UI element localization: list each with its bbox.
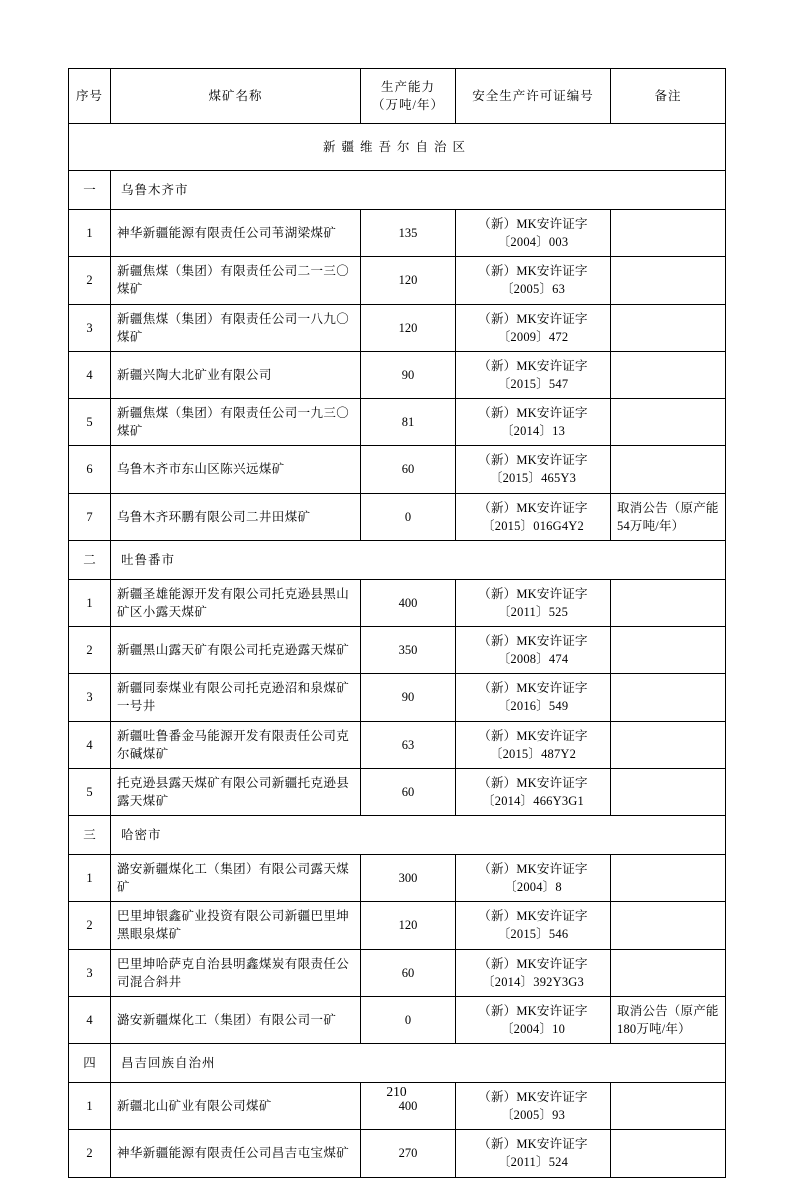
mine-name: 新疆吐鲁番金马能源开发有限责任公司克尔碱煤矿 xyxy=(111,721,361,768)
header-name: 煤矿名称 xyxy=(111,69,361,124)
mine-name: 新疆圣雄能源开发有限公司托克逊县黑山矿区小露天煤矿 xyxy=(111,579,361,626)
mine-license: （新）MK安许证字〔2011〕524 xyxy=(456,1130,611,1177)
mine-license: （新）MK安许证字〔2015〕546 xyxy=(456,902,611,949)
city-section-row xyxy=(69,1044,726,1083)
mine-capacity: 135 xyxy=(361,210,456,257)
mine-name: 新疆焦煤（集团）有限责任公司一八九〇煤矿 xyxy=(111,304,361,351)
row-number: 1 xyxy=(69,210,111,257)
mine-capacity: 60 xyxy=(361,949,456,996)
table-row xyxy=(69,949,726,996)
mine-license: （新）MK安许证字〔2004〕8 xyxy=(456,855,611,902)
mine-license: （新）MK安许证字〔2014〕13 xyxy=(456,399,611,446)
table-row xyxy=(69,399,726,446)
mine-license: （新）MK安许证字〔2015〕487Y2 xyxy=(456,721,611,768)
table-row xyxy=(69,257,726,304)
row-number: 7 xyxy=(69,493,111,540)
mine-note: 取消公告（原产能180万吨/年） xyxy=(611,996,726,1043)
city-section-row xyxy=(69,816,726,855)
row-number: 2 xyxy=(69,627,111,674)
table-row xyxy=(69,446,726,493)
row-number: 3 xyxy=(69,674,111,721)
header-no: 序号 xyxy=(69,69,111,124)
mine-note xyxy=(611,399,726,446)
table-row xyxy=(69,493,726,540)
mine-capacity: 60 xyxy=(361,768,456,815)
row-number: 5 xyxy=(69,399,111,446)
mine-note xyxy=(611,855,726,902)
region-title-row xyxy=(69,124,726,171)
mine-note xyxy=(611,304,726,351)
row-number: 4 xyxy=(69,351,111,398)
city-name: 吐鲁番市 xyxy=(111,540,726,579)
row-number: 4 xyxy=(69,721,111,768)
mine-name: 神华新疆能源有限责任公司昌吉屯宝煤矿 xyxy=(111,1130,361,1177)
city-section-row xyxy=(69,171,726,210)
header-capacity xyxy=(361,69,456,124)
mine-name: 乌鲁木齐市东山区陈兴远煤矿 xyxy=(111,446,361,493)
mine-capacity: 90 xyxy=(361,674,456,721)
row-number: 3 xyxy=(69,304,111,351)
mine-license: （新）MK安许证字〔2004〕10 xyxy=(456,996,611,1043)
mine-name: 新疆北山矿业有限公司煤矿 xyxy=(111,1083,361,1130)
city-name: 乌鲁木齐市 xyxy=(111,171,726,210)
mine-license: （新）MK安许证字〔2011〕525 xyxy=(456,579,611,626)
mine-license: （新）MK安许证字〔2008〕474 xyxy=(456,627,611,674)
mine-capacity: 90 xyxy=(361,351,456,398)
page-number: 210 xyxy=(386,1084,407,1099)
table-row xyxy=(69,768,726,815)
mine-name: 潞安新疆煤化工（集团）有限公司一矿 xyxy=(111,996,361,1043)
mine-note xyxy=(611,627,726,674)
mine-capacity: 120 xyxy=(361,902,456,949)
mine-note xyxy=(611,210,726,257)
region-title: 新疆维吾尔自治区 xyxy=(69,124,726,171)
header-capacity-line2: （万吨/年） xyxy=(372,98,444,112)
header-capacity-line1: 生产能力 xyxy=(380,79,435,94)
table-row xyxy=(69,304,726,351)
city-index: 二 xyxy=(69,540,111,579)
mine-license: （新）MK安许证字〔2009〕472 xyxy=(456,304,611,351)
mine-name: 巴里坤银鑫矿业投资有限公司新疆巴里坤黑眼泉煤矿 xyxy=(111,902,361,949)
mine-note xyxy=(611,1130,726,1177)
table-row xyxy=(69,1130,726,1177)
city-name: 哈密市 xyxy=(111,816,726,855)
table-row xyxy=(69,721,726,768)
mine-license: （新）MK安许证字〔2015〕016G4Y2 xyxy=(456,493,611,540)
mine-license: （新）MK安许证字〔2016〕549 xyxy=(456,674,611,721)
mine-name: 巴里坤哈萨克自治县明鑫煤炭有限责任公司混合斜井 xyxy=(111,949,361,996)
mine-capacity: 400 xyxy=(361,1083,456,1130)
mine-license: （新）MK安许证字〔2014〕466Y3G1 xyxy=(456,768,611,815)
mine-note: 取消公告（原产能54万吨/年） xyxy=(611,493,726,540)
mine-capacity: 120 xyxy=(361,257,456,304)
mine-note xyxy=(611,949,726,996)
mine-capacity: 0 xyxy=(361,493,456,540)
mine-license: （新）MK安许证字〔2005〕63 xyxy=(456,257,611,304)
mine-note xyxy=(611,902,726,949)
mine-name: 新疆黑山露天矿有限公司托克逊露天煤矿 xyxy=(111,627,361,674)
mine-license: （新）MK安许证字〔2015〕465Y3 xyxy=(456,446,611,493)
mine-name: 新疆焦煤（集团）有限责任公司二一三〇煤矿 xyxy=(111,257,361,304)
row-number: 6 xyxy=(69,446,111,493)
header-note: 备注 xyxy=(611,69,726,124)
mine-capacity: 120 xyxy=(361,304,456,351)
mine-name: 乌鲁木齐环鹏有限公司二井田煤矿 xyxy=(111,493,361,540)
table-header xyxy=(69,69,726,124)
mine-note xyxy=(611,721,726,768)
mine-note xyxy=(611,768,726,815)
city-index: 一 xyxy=(69,171,111,210)
coal-mine-table xyxy=(68,68,726,1178)
table-row xyxy=(69,902,726,949)
table-row xyxy=(69,351,726,398)
mine-name: 新疆焦煤（集团）有限责任公司一九三〇煤矿 xyxy=(111,399,361,446)
mine-name: 新疆同泰煤业有限公司托克逊沼和泉煤矿一号井 xyxy=(111,674,361,721)
mine-capacity: 0 xyxy=(361,996,456,1043)
mine-name: 新疆兴陶大北矿业有限公司 xyxy=(111,351,361,398)
mine-license: （新）MK安许证字〔2005〕93 xyxy=(456,1083,611,1130)
mine-capacity: 63 xyxy=(361,721,456,768)
mine-license: （新）MK安许证字〔2004〕003 xyxy=(456,210,611,257)
mine-capacity: 81 xyxy=(361,399,456,446)
table-row xyxy=(69,996,726,1043)
mine-license: （新）MK安许证字〔2014〕392Y3G3 xyxy=(456,949,611,996)
table-row xyxy=(69,579,726,626)
row-number: 1 xyxy=(69,579,111,626)
table-row xyxy=(69,674,726,721)
table-row xyxy=(69,855,726,902)
row-number: 1 xyxy=(69,855,111,902)
row-number: 5 xyxy=(69,768,111,815)
mine-note xyxy=(611,257,726,304)
mine-note xyxy=(611,579,726,626)
mine-capacity: 270 xyxy=(361,1130,456,1177)
row-number: 3 xyxy=(69,949,111,996)
mine-capacity: 400 xyxy=(361,579,456,626)
city-section-row xyxy=(69,540,726,579)
city-index: 三 xyxy=(69,816,111,855)
table-body xyxy=(69,124,726,1178)
mine-capacity: 300 xyxy=(361,855,456,902)
mine-capacity: 350 xyxy=(361,627,456,674)
mine-name: 潞安新疆煤化工（集团）有限公司露天煤矿 xyxy=(111,855,361,902)
header-license: 安全生产许可证编号 xyxy=(456,69,611,124)
table-row xyxy=(69,210,726,257)
mine-capacity: 60 xyxy=(361,446,456,493)
row-number: 2 xyxy=(69,257,111,304)
mine-name: 托克逊县露天煤矿有限公司新疆托克逊县露天煤矿 xyxy=(111,768,361,815)
mine-note xyxy=(611,446,726,493)
mine-note xyxy=(611,674,726,721)
mine-license: （新）MK安许证字〔2015〕547 xyxy=(456,351,611,398)
row-number: 2 xyxy=(69,902,111,949)
row-number: 4 xyxy=(69,996,111,1043)
city-index: 四 xyxy=(69,1044,111,1083)
row-number: 2 xyxy=(69,1130,111,1177)
row-number: 1 xyxy=(69,1083,111,1130)
mine-note xyxy=(611,351,726,398)
mine-name: 神华新疆能源有限责任公司苇湖梁煤矿 xyxy=(111,210,361,257)
table-header-row xyxy=(69,69,726,124)
city-name: 昌吉回族自治州 xyxy=(111,1044,726,1083)
table-row xyxy=(69,627,726,674)
